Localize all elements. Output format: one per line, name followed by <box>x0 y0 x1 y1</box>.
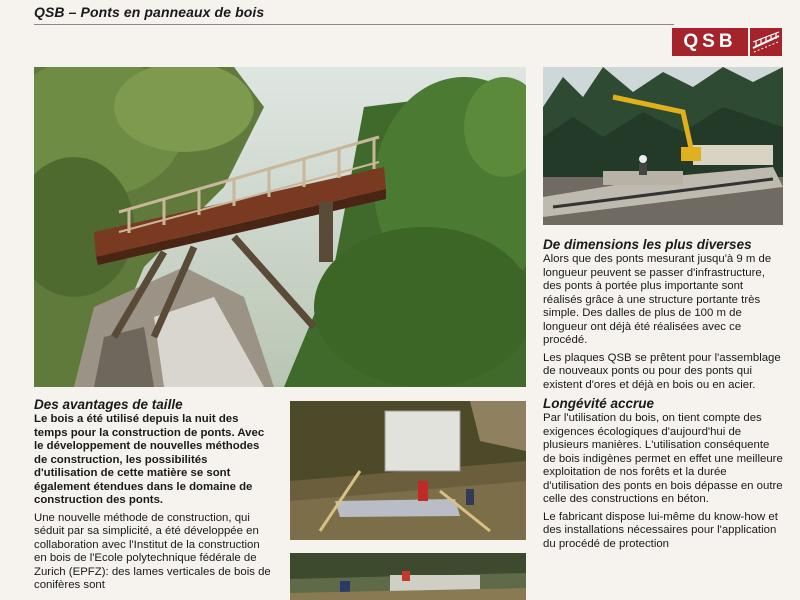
bridge-assembly-photo <box>290 553 526 600</box>
qsb-logo <box>672 28 782 56</box>
construction-site-photo <box>290 401 526 540</box>
logo-bridge-icon <box>750 28 782 56</box>
advantages-body: Une nouvelle méthode de construction, qui séduit par sa simplicité, a été développée en collaboration avec l'Institut de la construction en bois de l'Ecole polytechnique fédérale de Zurich (EPFZ): des lames verticales de bois de conifères sont <box>34 511 271 591</box>
crane-photo <box>543 67 783 225</box>
page-title: QSB – Ponts en panneaux de bois <box>34 4 265 20</box>
logo-text: QSB <box>672 28 748 56</box>
dimensions-para-2: Les plaques QSB se prêtent pour l'assemblage de nouveaux ponts ou pour des ponts qui existent d'ores et déjà en bois ou en acier. <box>543 351 781 391</box>
bridge-photo <box>34 67 526 387</box>
longevity-heading: Longévité accrue <box>543 396 655 411</box>
header-divider <box>34 24 674 25</box>
advantages-lead: Le bois a été utilisé depuis la nuit des temps pour la construction de ponts. Avec le développement de nouvelles méthodes de construction, les possibilités d'utilisation de cette matière se sont également étendues dans le domaine de construction des ponts. <box>34 413 265 506</box>
dimensions-section <box>543 237 783 555</box>
longevity-para-1: Par l'utilisation du bois, on tient compte des exigences écologiques d'aujourd'hui de plusieurs manières. L'utilisation conséquente de bois indigènes permet en effet une meilleure exploitation de nos forêts et la durée d'utilisation des ponts en bois dépasse en outre celle des constructions en béton. <box>543 412 783 505</box>
advantages-heading: Des avantages de taille <box>34 397 183 412</box>
advantages-section <box>34 397 274 597</box>
longevity-para-2: Le fabricant dispose lui-même du know-how et des installations nécessaires pour l'application du procédé de protection <box>543 510 778 550</box>
dimensions-para-1: Alors que des ponts mesurant jusqu'à 9 m de longueur peuvent se passer d'infrastructure, des ponts à portée plus importante sont réalisés grâce à une structure portante très simple. Des dalles de plus de 100 m de longueur ont déjà été réalisées avec ce procédé. <box>543 253 772 346</box>
dimensions-heading: De dimensions les plus diverses <box>543 237 752 252</box>
